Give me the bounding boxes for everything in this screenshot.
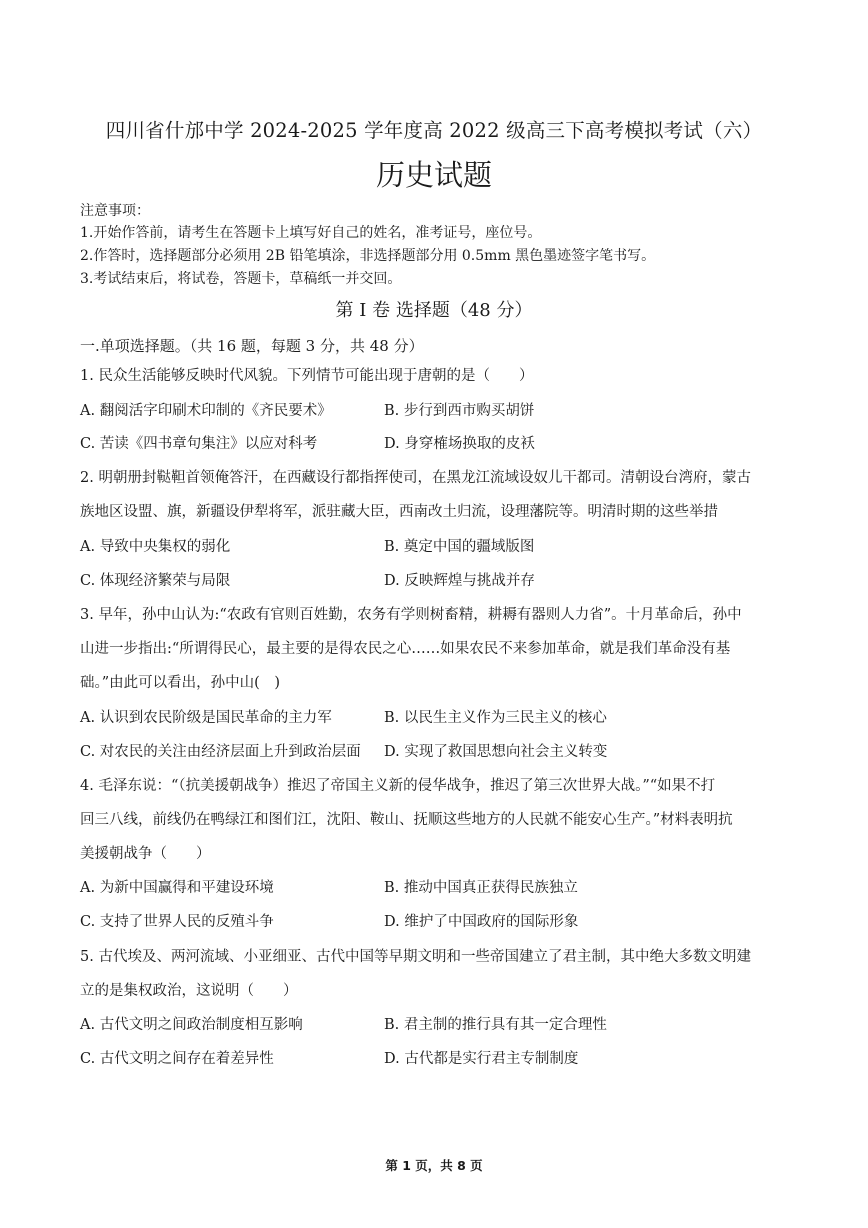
question-3-stem: 山进一步指出:“所谓得民心，最主要的是得农民之心……如果农民不来参加革命，就是我们革命没有基 <box>80 641 731 657</box>
question-5-stem: 5. 古代埃及、两河流域、小亚细亚、古代中国等早期文明和一些帝国建立了君主制，其中绝大多数文明建 <box>80 949 751 965</box>
question-2-stem: 族地区设盟、旗，新疆设伊犁将军，派驻藏大臣，西南改土归流，设理藩院等。明清时期的这些举措 <box>80 504 718 520</box>
question-5-option-a: A. 古代文明之间政治制度相互影响 <box>80 1017 303 1033</box>
question-1-stem: 1. 民众生活能够反映时代风貌。下列情节可能出现于唐朝的是（ ） <box>80 368 534 384</box>
question-4-stem: 4. 毛泽东说：“（抗美援朝战争）推迟了帝国主义新的侵华战争，推迟了第三次世界大战。”“如果不打 <box>80 778 716 794</box>
question-4-stem: 回三八线，前线仍在鸭绿江和图们江，沈阳、鞍山、抚顺这些地方的人民就不能安心生产。”材料表明抗 <box>80 812 733 828</box>
question-4-option-d: D. 维护了中国政府的国际形象 <box>384 914 579 930</box>
question-3-stem: 础。”由此可以看出，孙中山( ) <box>80 675 280 691</box>
question-2-option-c: C. 体现经济繁荣与局限 <box>80 573 231 589</box>
notice-item: 2.作答时，选择题部分必须用 2B 铅笔填涂，非选择题部分用 0.5mm 黑色墨迹签字笔书写。 <box>80 248 656 264</box>
question-5-stem: 立的是集权政治，这说明（ ） <box>80 983 298 999</box>
question-2-stem: 2. 明朝册封鞑靼首领俺答汗，在西藏设行都指挥使司，在黑龙江流域设奴儿干都司。清朝设台湾府，蒙古 <box>80 470 751 486</box>
question-4-option-b: B. 推动中国真正获得民族独立 <box>384 880 578 896</box>
question-5-option-d: D. 古代都是实行君主专制制度 <box>384 1051 579 1067</box>
question-3-stem: 3. 早年，孙中山认为:“农政有官则百姓勤，农务有学则树畜精，耕耨有器则人力省”。十月革命后，孙中 <box>80 607 742 623</box>
question-4-option-a: A. 为新中国赢得和平建设环境 <box>80 880 274 896</box>
part-title: 一.单项选择题。（共 16 题，每题 3 分，共 48 分） <box>80 337 424 355</box>
question-2-option-d: D. 反映辉煌与挑战并存 <box>384 573 535 589</box>
subject-title: 历史试题 <box>375 158 492 192</box>
question-5-option-b: B. 君主制的推行具有其一定合理性 <box>384 1017 607 1033</box>
section-title: 第 I 卷 选择题（48 分） <box>335 300 533 321</box>
question-3-option-a: A. 认识到农民阶级是国民革命的主力军 <box>80 710 332 726</box>
question-4-stem: 美援朝战争（ ） <box>80 846 211 862</box>
question-3-option-d: D. 实现了救国思想向社会主义转变 <box>384 744 608 760</box>
notice-item: 1.开始作答前，请考生在答题卡上填写好自己的姓名，准考证号，座位号。 <box>80 225 542 241</box>
page-number: 第 1 页，共 8 页 <box>385 1158 483 1173</box>
question-1-option-b: B. 步行到西市购买胡饼 <box>384 403 535 419</box>
question-4-option-c: C. 支持了世界人民的反殖斗争 <box>80 914 274 930</box>
question-2-option-a: A. 导致中央集权的弱化 <box>80 539 231 555</box>
question-1-option-c: C. 苦读《四书章句集注》以应对科考 <box>80 436 318 452</box>
question-5-option-c: C. 古代文明之间存在着差异性 <box>80 1051 274 1067</box>
notice-item: 3.考试结束后，将试卷，答题卡，草稿纸一并交回。 <box>80 271 402 287</box>
question-3-option-b: B. 以民生主义作为三民主义的核心 <box>384 710 607 726</box>
notice-heading: 注意事项： <box>80 203 150 219</box>
exam-title: 四川省什邡中学 2024-2025 学年度高 2022 级高三下高考模拟考试（六） <box>105 119 763 142</box>
question-3-option-c: C. 对农民的关注由经济层面上升到政治层面 <box>80 744 361 760</box>
question-1-option-d: D. 身穿榷场换取的皮袄 <box>384 436 535 452</box>
question-1-option-a: A. 翻阅活字印刷术印制的《齐民要术》 <box>80 403 332 419</box>
question-2-option-b: B. 奠定中国的疆域版图 <box>384 539 535 555</box>
